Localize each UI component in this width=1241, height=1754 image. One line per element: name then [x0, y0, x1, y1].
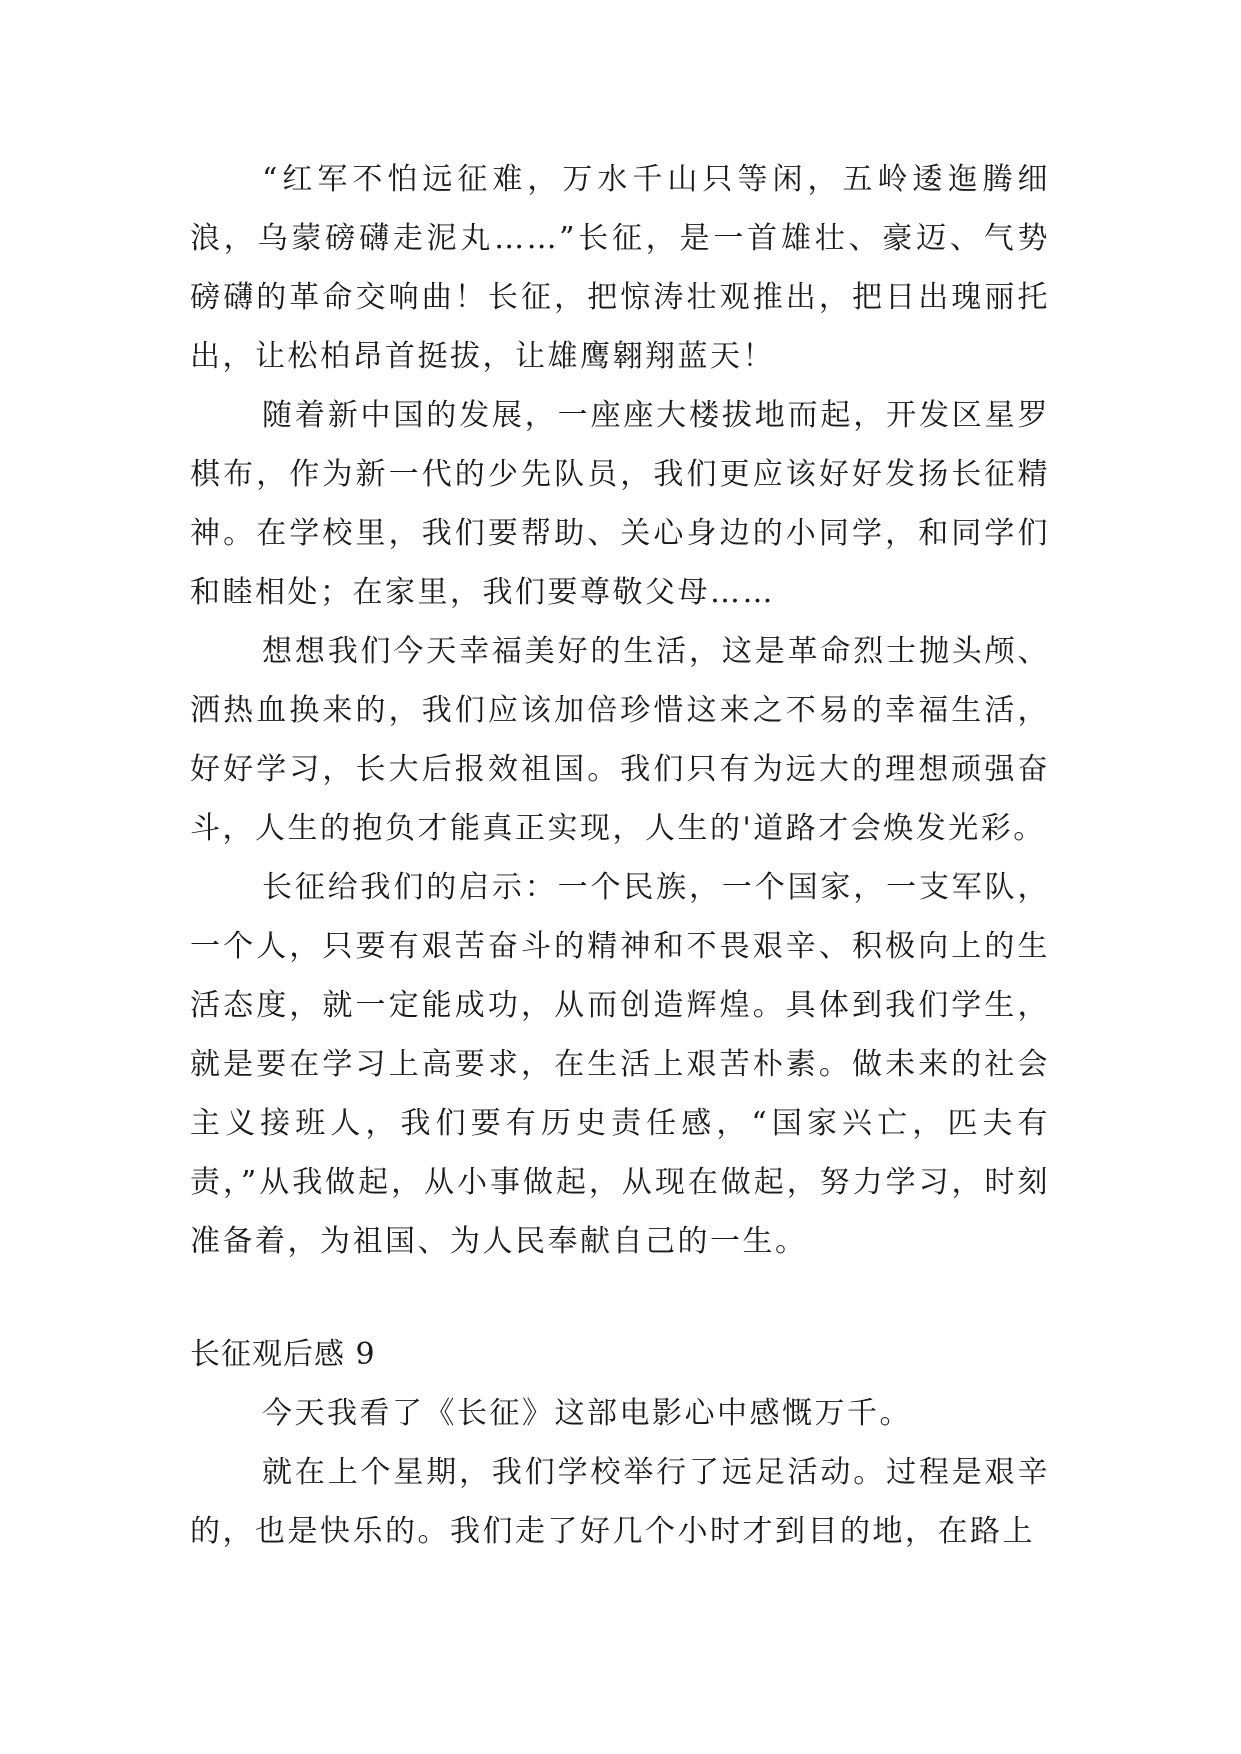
paragraph: 今天我看了《长征》这部电影心中感慨万千。 [262, 1396, 912, 1431]
document-page [190, 150, 1050, 1561]
paragraph: “红军不怕远征难，万水千山只等闲，五岭逶迤腾细浪，乌蒙磅礴走泥丸……”长征，是一首雄壮、豪迈、气势磅礴的革命交响曲！长征，把惊涛壮观推出，把日出瑰丽托出，让松柏昂首挺拔，让雄鹰翱翔蓝天！ [190, 162, 1050, 374]
paragraph: 就在上个星期，我们学校举行了远足活动。过程是艰辛的，也是快乐的。我们走了好几个小时才到目的地，在路上 [190, 1455, 1050, 1549]
paragraph: 长征给我们的启示：一个民族，一个国家，一支军队，一个人，只要有艰苦奋斗的精神和不畏艰辛、积极向上的生活态度，就一定能成功，从而创造辉煌。具体到我们学生，就是要在学习上高要求，在生活上艰苦朴素。做未来的社会主义接班人，我们要有历史责任感，“国家兴亡，匹夫有责，”从我做起，从小事做起，从现在做起，努力学习，时刻准备着，为祖国、为人民奉献自己的一生。 [190, 870, 1050, 1259]
section-heading: 长征观后感 9 [190, 1337, 376, 1372]
paragraph: 随着新中国的发展，一座座大楼拔地而起，开发区星罗棋布，作为新一代的少先队员，我们更应该好好发扬长征精神。在学校里，我们要帮助、关心身边的小同学，和同学们和睦相处；在家里，我们要尊敬父母…… [190, 398, 1050, 610]
paragraph: 想想我们今天幸福美好的生活，这是革命烈士抛头颅、洒热血换来的，我们应该加倍珍惜这来之不易的幸福生活，好好学习，长大后报效祖国。我们只有为远大的理想顽强奋斗，人生的抱负才能真正实现，人生的'道路才会焕发光彩。 [190, 634, 1050, 846]
